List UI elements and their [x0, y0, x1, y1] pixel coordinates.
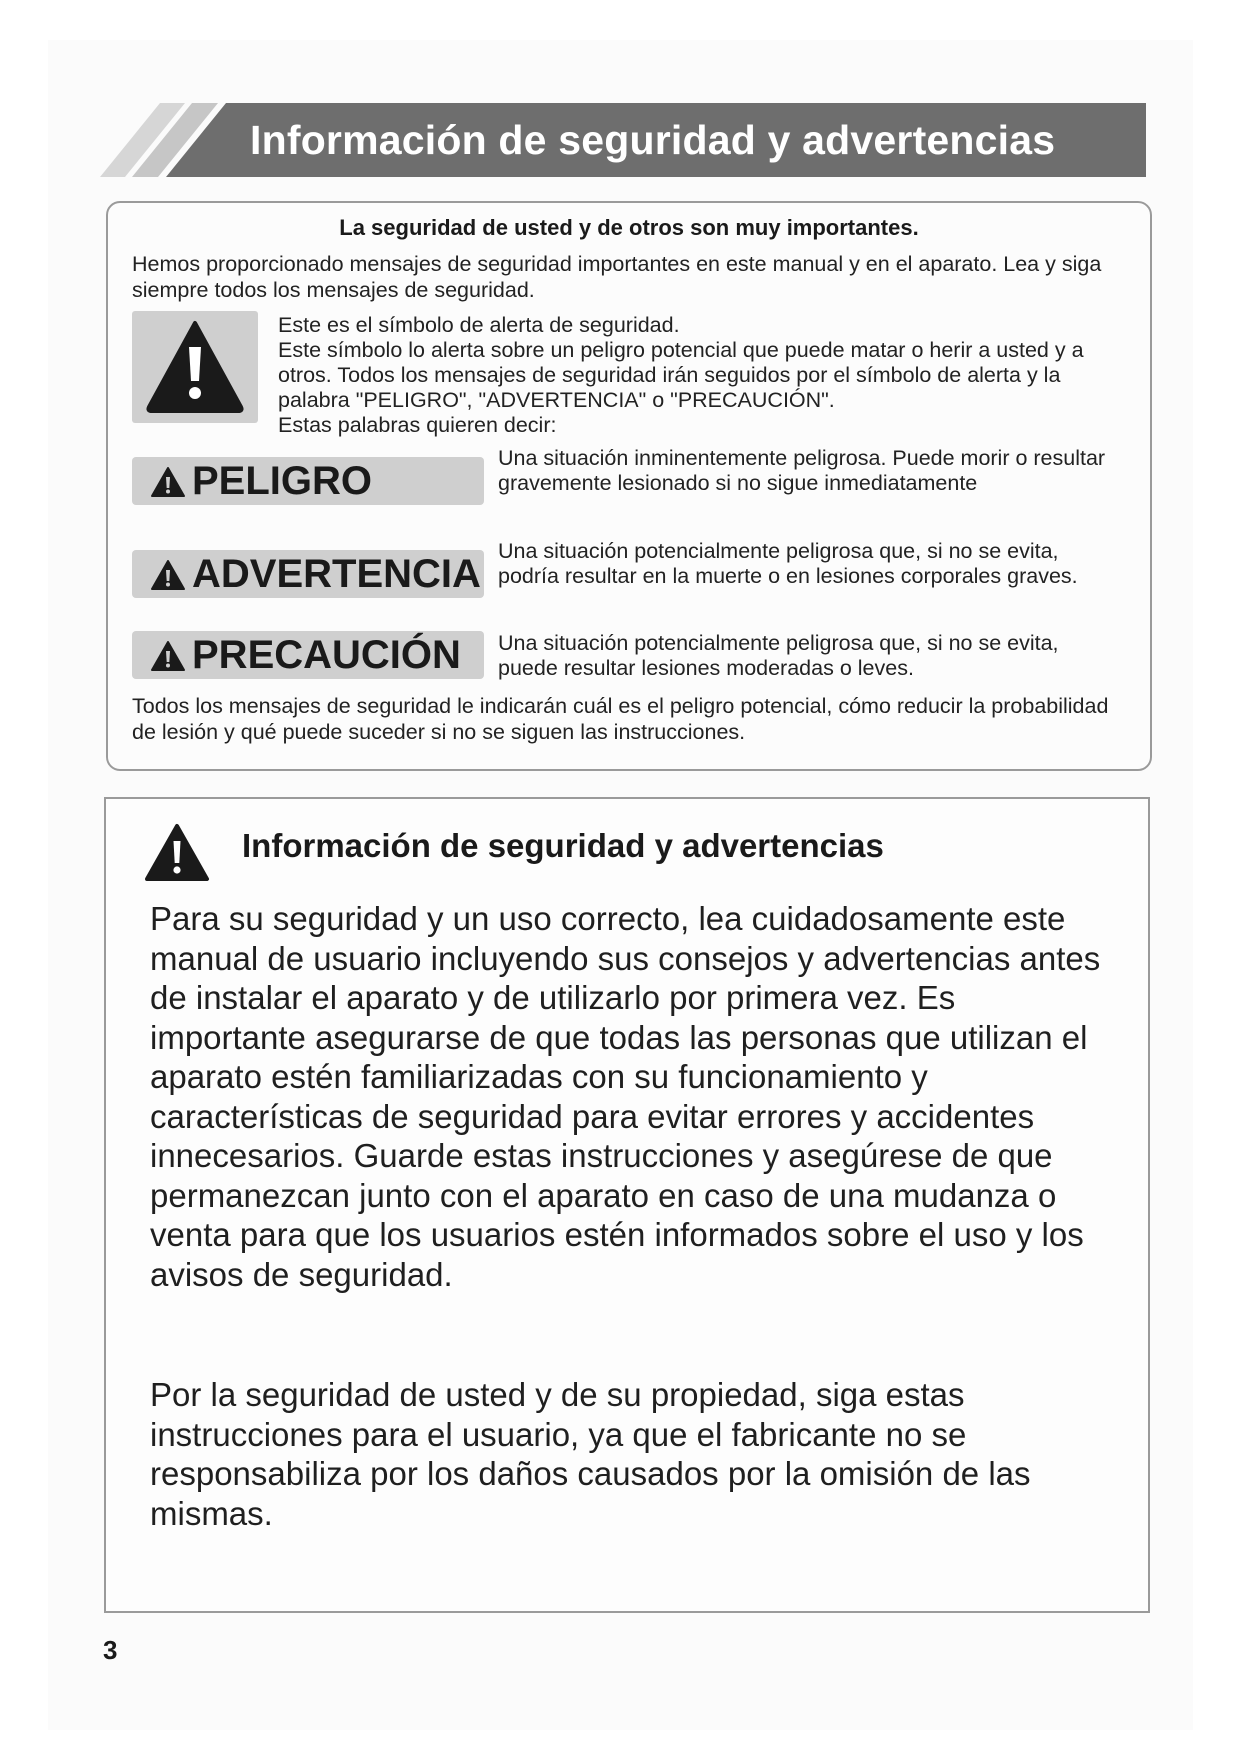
- info-box-title: Información de seguridad y advertencias: [242, 827, 884, 864]
- warning-triangle-icon: [145, 319, 245, 413]
- signal-word-label: PRECAUCIÓN: [192, 633, 461, 677]
- signal-advertencia-description: Una situación potencialmente peligrosa que, si no se evita, podría resultar en la muerte o en lesiones corporales graves.: [498, 539, 1078, 588]
- signal-word-label: ADVERTENCIA: [192, 552, 481, 596]
- warning-triangle-icon: [150, 640, 186, 672]
- safety-box-heading: La seguridad de usted y de otros son muy importantes.: [339, 215, 919, 240]
- signal-precaucion-description: Una situación potencialmente peligrosa que, si no se evita, puede resultar lesiones moderadas o leves.: [498, 631, 1059, 680]
- safety-messages-box: [106, 201, 1152, 771]
- safety-box-footer: Todos los mensajes de seguridad le indicarán cuál es el peligro potencial, cómo reducir la probabilidad de lesión y qué puede suceder si no se siguen las instrucciones.: [132, 694, 1109, 744]
- warning-triangle-icon: [144, 823, 210, 883]
- safety-alert-explanation: [278, 313, 1128, 438]
- safety-box-intro: Hemos proporcionado mensajes de seguridad importantes en este manual y en el aparato. Lea y siga siempre todos los mensajes de seguridad.: [132, 252, 1102, 302]
- alert-line-2: Este símbolo lo alerta sobre un peligro potencial que puede matar o herir a usted y a otros. Todos los mensajes de seguridad irán seguidos por el símbolo de alerta y la palabra "PELIGRO", "ADVERTENCIA" o "PRECAUCIÓN".: [278, 338, 1084, 412]
- header-banner: [100, 103, 1146, 177]
- warning-triangle-icon: [150, 466, 186, 498]
- signal-peligro: [132, 457, 484, 505]
- safety-info-box: [104, 797, 1150, 1613]
- safety-alert-symbol: [132, 311, 258, 423]
- info-paragraph-2: Por la seguridad de usted y de su propiedad, siga estas instrucciones para el usuario, ya que el fabricante no se responsabiliza por los daños causados por la omisión de las mismas.: [150, 1376, 1031, 1532]
- warning-triangle-icon: [150, 559, 186, 591]
- signal-advertencia: [132, 550, 484, 598]
- signal-peligro-description: Una situación inminentemente peligrosa. Puede morir o resultar gravemente lesionado si no sigue inmediatamente: [498, 446, 1106, 495]
- alert-line-3: Estas palabras quieren decir:: [278, 413, 557, 437]
- signal-precaucion: [132, 631, 484, 679]
- alert-line-1: Este es el símbolo de alerta de seguridad.: [278, 313, 680, 337]
- page-title: Información de seguridad y advertencias: [250, 117, 1056, 163]
- info-paragraph-1: Para su seguridad y un uso correcto, lea cuidadosamente este manual de usuario incluyendo sus consejos y advertencias antes de instalar el aparato y de utilizarlo por primera vez. Es importante asegurarse de que todas las personas que utilizan el aparato estén familiarizadas con su funcionamiento y características de seguridad para evitar errores y accidentes innecesarios. Guarde estas instrucciones y asegúrese de que permanezcan junto con el aparato en caso de una mudanza o venta para que los usuarios estén informados sobre el uso y los avisos de seguridad.: [150, 900, 1101, 1293]
- signal-word-label: PELIGRO: [192, 459, 373, 503]
- page-number: 3: [103, 1635, 118, 1665]
